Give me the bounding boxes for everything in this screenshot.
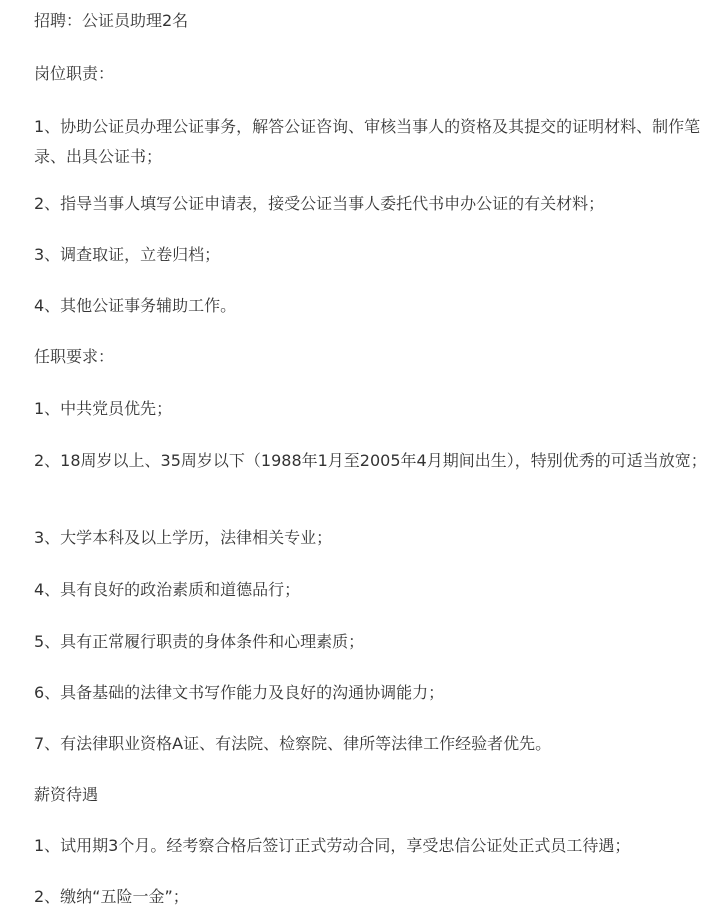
- requirement-item: 1、中共党员优先；: [34, 399, 173, 418]
- requirement-item: 6、具备基础的法律文书写作能力及良好的沟通协调能力；: [34, 683, 445, 702]
- duty-item: 1、协助公证员办理公证事务，解答公证咨询、审核当事人的资格及其提交的证明材料、制作笔录、出具公证书；: [34, 117, 701, 166]
- requirements-heading: 任职要求：: [34, 347, 115, 366]
- salary-item: 2、缴纳“五险一金”；: [34, 887, 189, 906]
- salary-heading: 薪资待遇: [34, 785, 99, 804]
- duty-item: 4、其他公证事务辅助工作。: [34, 296, 237, 315]
- requirement-item: 7、有法律职业资格A证、有法院、检察院、律所等法律工作经验者优先。: [34, 734, 552, 753]
- requirement-item: 5、具有正常履行职责的身体条件和心理素质；: [34, 632, 365, 651]
- duties-heading: 岗位职责：: [34, 64, 115, 83]
- requirement-item: 4、具有良好的政治素质和道德品行；: [34, 580, 301, 599]
- duty-item: 2、指导当事人填写公证申请表，接受公证当事人委托代书申办公证的有关材料；: [34, 194, 605, 213]
- job-title: 招聘：公证员助理2名: [34, 11, 189, 30]
- requirement-item: 3、大学本科及以上学历，法律相关专业；: [34, 528, 333, 547]
- salary-item: 1、试用期3个月。经考察合格后签订正式劳动合同，享受忠信公证处正式员工待遇；: [34, 836, 631, 855]
- duty-item: 3、调查取证，立卷归档；: [34, 245, 221, 264]
- requirement-item: 2、18周岁以上、35周岁以下（1988年1月至2005年4月期间出生），特别优秀的可适当放宽；: [34, 451, 707, 470]
